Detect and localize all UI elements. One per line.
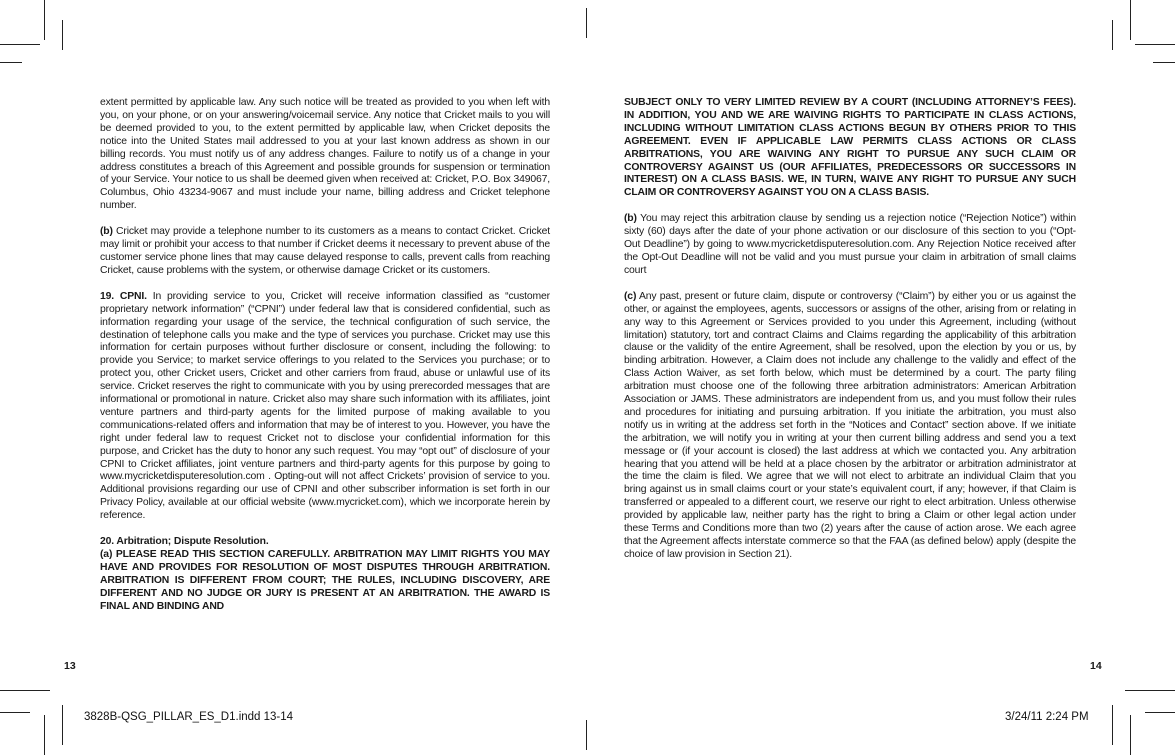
crop-mark: [62, 20, 63, 50]
crop-mark: [586, 720, 587, 750]
item-label: (b): [100, 226, 113, 238]
crop-mark: [1145, 712, 1175, 713]
crop-mark: [44, 0, 45, 40]
page-number-left: 13: [64, 660, 76, 672]
phone-access-paragraph: (b) Cricket may provide a telephone number to its customers as a means to contact Cricket. Cricket may limit or prohibit your access to that number if Cricket deems it necessary to prevent abuse of the customer service phone lines that may cause delayed response to calls, prevent calls from reaching Cricket, cause problems with the system, or otherwise damage Cricket or its customers.: [100, 226, 550, 276]
crop-mark: [1125, 690, 1175, 691]
crop-mark: [62, 705, 63, 745]
crop-mark: [0, 62, 22, 63]
slug-date: 3/24/11 2:24 PM: [1005, 711, 1089, 723]
right-page-column: [624, 97, 1076, 575]
crop-mark: [1130, 0, 1131, 40]
crop-mark: [1135, 44, 1175, 45]
crop-mark: [1112, 705, 1113, 745]
crop-mark: [1112, 20, 1113, 50]
crop-mark: [586, 8, 587, 38]
section-heading: 19. CPNI.: [100, 290, 147, 302]
section-20-arbitration: [100, 536, 550, 613]
crop-mark: [0, 690, 50, 691]
arbitration-warning: (a) PLEASE READ THIS SECTION CAREFULLY. ARBITRATION MAY LIMIT RIGHTS YOU MAY HAVE AND PROVIDES FOR RESOLUTION OF MOST DISPUTES THROUGH ARBITRATION. ARBITRATION IS DIFFERENT FROM COURT; THE RULES, INCLUDING DISCOVERY, ARE DIFFERENT AND NO JUDGE OR JURY IS PRESENT AT AN ARBITRATION. THE AWARD IS FINAL AND BINDING AND: [100, 549, 550, 612]
crop-mark: [44, 715, 45, 755]
crop-mark: [0, 712, 30, 713]
section-19-cpni: 19. CPNI. In providing service to you, Cricket will receive information classified as “customer proprietary network information” (“CPNI”) under federal law that is considered confidential, such as information regarding your usage of the service, the technical configuration of such service, the destination of telephone calls you make and the type of services you purchase. Cricket may use this information for certain purposes without further disclosure or consent, including the following: to provide you Service; to market service offerings to you related to the Services you purchase; or to protect you, other Cricket users, Cricket and other carriers from fraud, abuse or unlawful use of its service. Cricket reserves the right to communicate with you by using prerecorded messages that are informational or promotional in nature. Cricket also may share such information with its affiliates, joint venture partners and third-party agents for the limited purpose of making available to you communications-related offers and information that may be of interest to you. However, you have the right under federal law to request Cricket not to disclose your confidential information for this purpose, and Cricket has the duty to honor any such request. You may “opt out” of disclosure of your CPNI to Cricket affiliates, joint venture partners and third-party agents for this purpose by going to www.mycricketdisputeresolution.com . Opting-out will not affect Crickets’ provision of service to you. Additional provisions regarding our use of CPNI and other subscriber information is set forth in our Privacy Policy, available at our official website (www.mycricket.com), which we incorporate herein by reference.: [100, 290, 550, 522]
rejection-notice-paragraph: (b) You may reject this arbitration clause by sending us a rejection notice (“Rejection Notice”) within sixty (60) days after the date of your phone activation or our disclosure of this section to you (“Opt-Out Deadline”) by going to www.mycricketdisputeresolution.com. Any Rejection Notice received after the Opt-Out Deadline will not be valid and you must pursue your claim in arbitration of small claims court: [624, 213, 1076, 276]
crop-mark: [1130, 715, 1131, 755]
item-label: (b): [624, 213, 637, 225]
item-label: (c): [624, 290, 637, 302]
crop-mark: [1153, 62, 1175, 63]
slug-filename: 3828B-QSG_PILLAR_ES_D1.indd 13-14: [84, 711, 294, 723]
crop-mark: [0, 44, 40, 45]
page-number-right: 14: [1090, 660, 1102, 672]
left-page-column: [100, 97, 550, 614]
claims-paragraph: (c) Any past, present or future claim, dispute or controversy (“Claim”) by either you or us against the other, or against the employees, agents, successors or assigns of the other, arising from or relating in any way to this Agreement or Services provided to you under this Agreement, including (without limitation) statutory, tort and contract Claims and Claims regarding the applicability of this arbitration clause or the validity of the entire Agreement, shall be resolved, upon the election by you or us, by binding arbitration. However, a Claim does not include any challenge to the validly and effect of the Class Action Waiver, as set forth below, which must be determined by a court. The party filing arbitration must choose one of the following three arbitration administrators: American Arbitration Association or JAMS. These administrators are independent from us, and you must follow their rules and procedures for initiating and pursuing arbitration. If you initiate the arbitration, you must also notify us in writing at the address set forth in the “Notices and Contact” section above. If we initiate the arbitration, we will notify you in writing at your then current billing address and send you a text message or (if your account is closed) the last address at which we contacted you. Any arbitration hearing that you attend will be held at a place chosen by the arbitrator or arbitration administrator at the time the claim is filed. We agree that we will not elect to arbitrate an individual Claim that you bring against us in small claims court or your state’s equivalent court, if any; however, if that Claim is transferred or appealed to a different court, we reserve our right to elect arbitration. Unless otherwise provided by applicable law, neither party has the right to bring a Claim or other legal action under these Terms and Conditions more than two (2) years after the cause of action arose. We each agree that the Agreement affects interstate commerce so that the FAA (as defined below) apply (despite the choice of law provision in Section 21).: [624, 290, 1076, 560]
notice-paragraph: extent permitted by applicable law. Any such notice will be treated as provided to you when left with you, on your phone, or on your answering/voicemail service. Any notice that Cricket mails to you will be deemed provided to you, to the extent permitted by applicable law, when Cricket deposits the notice into the United States mail addressed to you at your last known address as shown in our billing records. You must notify us of any address changes. Failure to notify us of a change in your address constitutes a breach of this Agreement and possible grounds for suspension or termination of your Service. Your notice to us shall be deemed given when received at: Cricket, P.O. Box 349067, Columbus, Ohio 43234-9067 and must include your name, billing address and Cricket telephone number.: [100, 97, 550, 212]
class-action-waiver: SUBJECT ONLY TO VERY LIMITED REVIEW BY A COURT (INCLUDING ATTORNEY’S FEES). IN ADDITION, YOU AND WE ARE WAIVING RIGHTS TO PARTICIPATE IN CLASS ACTIONS, INCLUDING WITHOUT LIMITATION CLASS ACTIONS BEGUN BY OTHERS PRIOR TO THIS AGREEMENT. EVEN IF APPLICABLE LAW PERMITS CLASS ACTIONS OR CLASS ARBITRATIONS, YOU ARE WAIVING ANY RIGHT TO PURSUE ANY SUCH CLAIM OR CONTROVERSY AGAINST US (OUR AFFILIATES, PREDECESSORS OR SUCCESSORS IN INTEREST) ON A CLASS BASIS. WE, IN TURN, WAIVE ANY RIGHT TO PURSUE ANY SUCH CLAIM OR CONTROVERSY AGAINST YOU ON A CLASS BASIS.: [624, 97, 1076, 199]
section-heading: 20. Arbitration; Dispute Resolution.: [100, 536, 269, 548]
